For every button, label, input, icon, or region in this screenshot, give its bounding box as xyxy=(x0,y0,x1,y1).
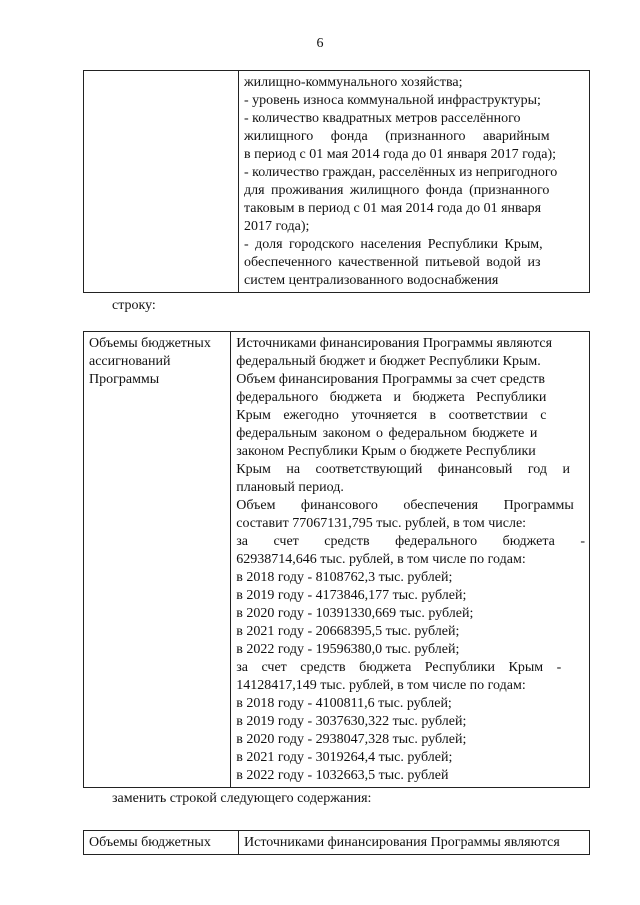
table-cell-financing xyxy=(239,831,590,855)
text-line: федеральный бюджет и бюджет Республики Крым. xyxy=(236,354,541,369)
table-cell-label xyxy=(84,332,231,788)
label-line: ассигнований xyxy=(89,354,171,369)
text-line: в 2019 году - 3037630,322 тыс. рублей; xyxy=(236,714,467,729)
text-line: Источниками финансирования Программы являются xyxy=(236,336,553,351)
text-line xyxy=(244,110,585,128)
paragraph-replace-row: строку: xyxy=(112,298,156,313)
text-line: 14128417,149 тыс. рублей, в том числе по годам: xyxy=(236,678,526,693)
page-number: 6 xyxy=(316,36,324,51)
text-line: жилищно-коммунального хозяйства; xyxy=(244,75,463,90)
text-line: плановый период. xyxy=(236,480,344,495)
budget-table-old xyxy=(83,331,590,788)
text-line: в 2020 году - 2938047,328 тыс. рублей; xyxy=(236,732,467,747)
text-line: для проживания жилищного фонда (признанного xyxy=(244,183,550,198)
text-line: составит 77067131,795 тыс. рублей, в том числе: xyxy=(236,516,527,531)
label-line: Объемы бюджетных xyxy=(89,336,211,351)
text-line: за счет средств бюджета Республики Крым - xyxy=(236,660,562,675)
text-line: в 2021 году - 20668395,5 тыс. рублей; xyxy=(236,624,460,639)
budget-table-new xyxy=(83,830,590,855)
text-line: - уровень износа коммунальной инфраструктуры; xyxy=(244,93,541,108)
label-line: Объемы бюджетных xyxy=(89,835,211,850)
table-cell-label xyxy=(84,831,239,855)
text-line: Источниками финансирования Программы являются xyxy=(244,835,560,850)
text-line: федерального бюджета и бюджета Республики xyxy=(236,390,547,405)
text-line: таковым в период с 01 мая 2014 года до 01 января xyxy=(244,201,542,216)
text-line: Объем финансового обеспечения Программы xyxy=(236,498,574,513)
text-line: жилищного фонда (признанного аварийным xyxy=(244,129,550,144)
text-line: в 2020 году - 10391330,669 тыс. рублей; xyxy=(236,606,474,621)
program-table-continuation xyxy=(83,70,590,293)
text-line-content: - количество квадратных метров расселённого xyxy=(244,111,521,126)
text-line: обеспеченного качественной питьевой водой из xyxy=(244,255,541,270)
text-line: - доля городского населения Республики Крым, xyxy=(244,237,543,252)
paragraph-replace-with: заменить строкой следующего содержания: xyxy=(112,791,372,806)
text-line: Объем финансирования Программы за счет средств xyxy=(236,372,546,387)
text-line: Крым на соответствующий финансовый год и xyxy=(236,462,570,477)
text-line: законом Республики Крым о бюджете Республики xyxy=(236,444,536,459)
text-line: в период с 01 мая 2014 года до 01 января 2017 года); xyxy=(244,147,556,162)
text-line: в 2022 году - 1032663,5 тыс. рублей xyxy=(236,768,449,783)
text-line: в 2021 году - 3019264,4 тыс. рублей; xyxy=(236,750,453,765)
text-line: за счет средств федерального бюджета - xyxy=(236,534,585,549)
text-line: федеральным законом о федеральном бюджете и xyxy=(236,426,538,441)
text-line: в 2018 году - 8108762,3 тыс. рублей; xyxy=(236,570,453,585)
table-cell-financing xyxy=(231,332,590,788)
text-line: в 2019 году - 4173846,177 тыс. рублей; xyxy=(236,588,467,603)
table-cell-indicators xyxy=(239,71,590,293)
text-line: - количество граждан, расселённых из непригодного xyxy=(244,165,558,180)
text-line: 62938714,646 тыс. рублей, в том числе по годам: xyxy=(236,552,526,567)
text-line: Крым ежегодно уточняется в соответствии с xyxy=(236,408,547,423)
table-cell-left-empty xyxy=(84,71,239,293)
label-line: Программы xyxy=(89,372,160,387)
text-line: в 2018 году - 4100811,6 тыс. рублей; xyxy=(236,696,452,711)
text-line: систем централизованного водоснабжения xyxy=(244,273,499,288)
text-line: в 2022 году - 19596380,0 тыс. рублей; xyxy=(236,642,460,657)
text-line: 2017 года); xyxy=(244,219,310,234)
